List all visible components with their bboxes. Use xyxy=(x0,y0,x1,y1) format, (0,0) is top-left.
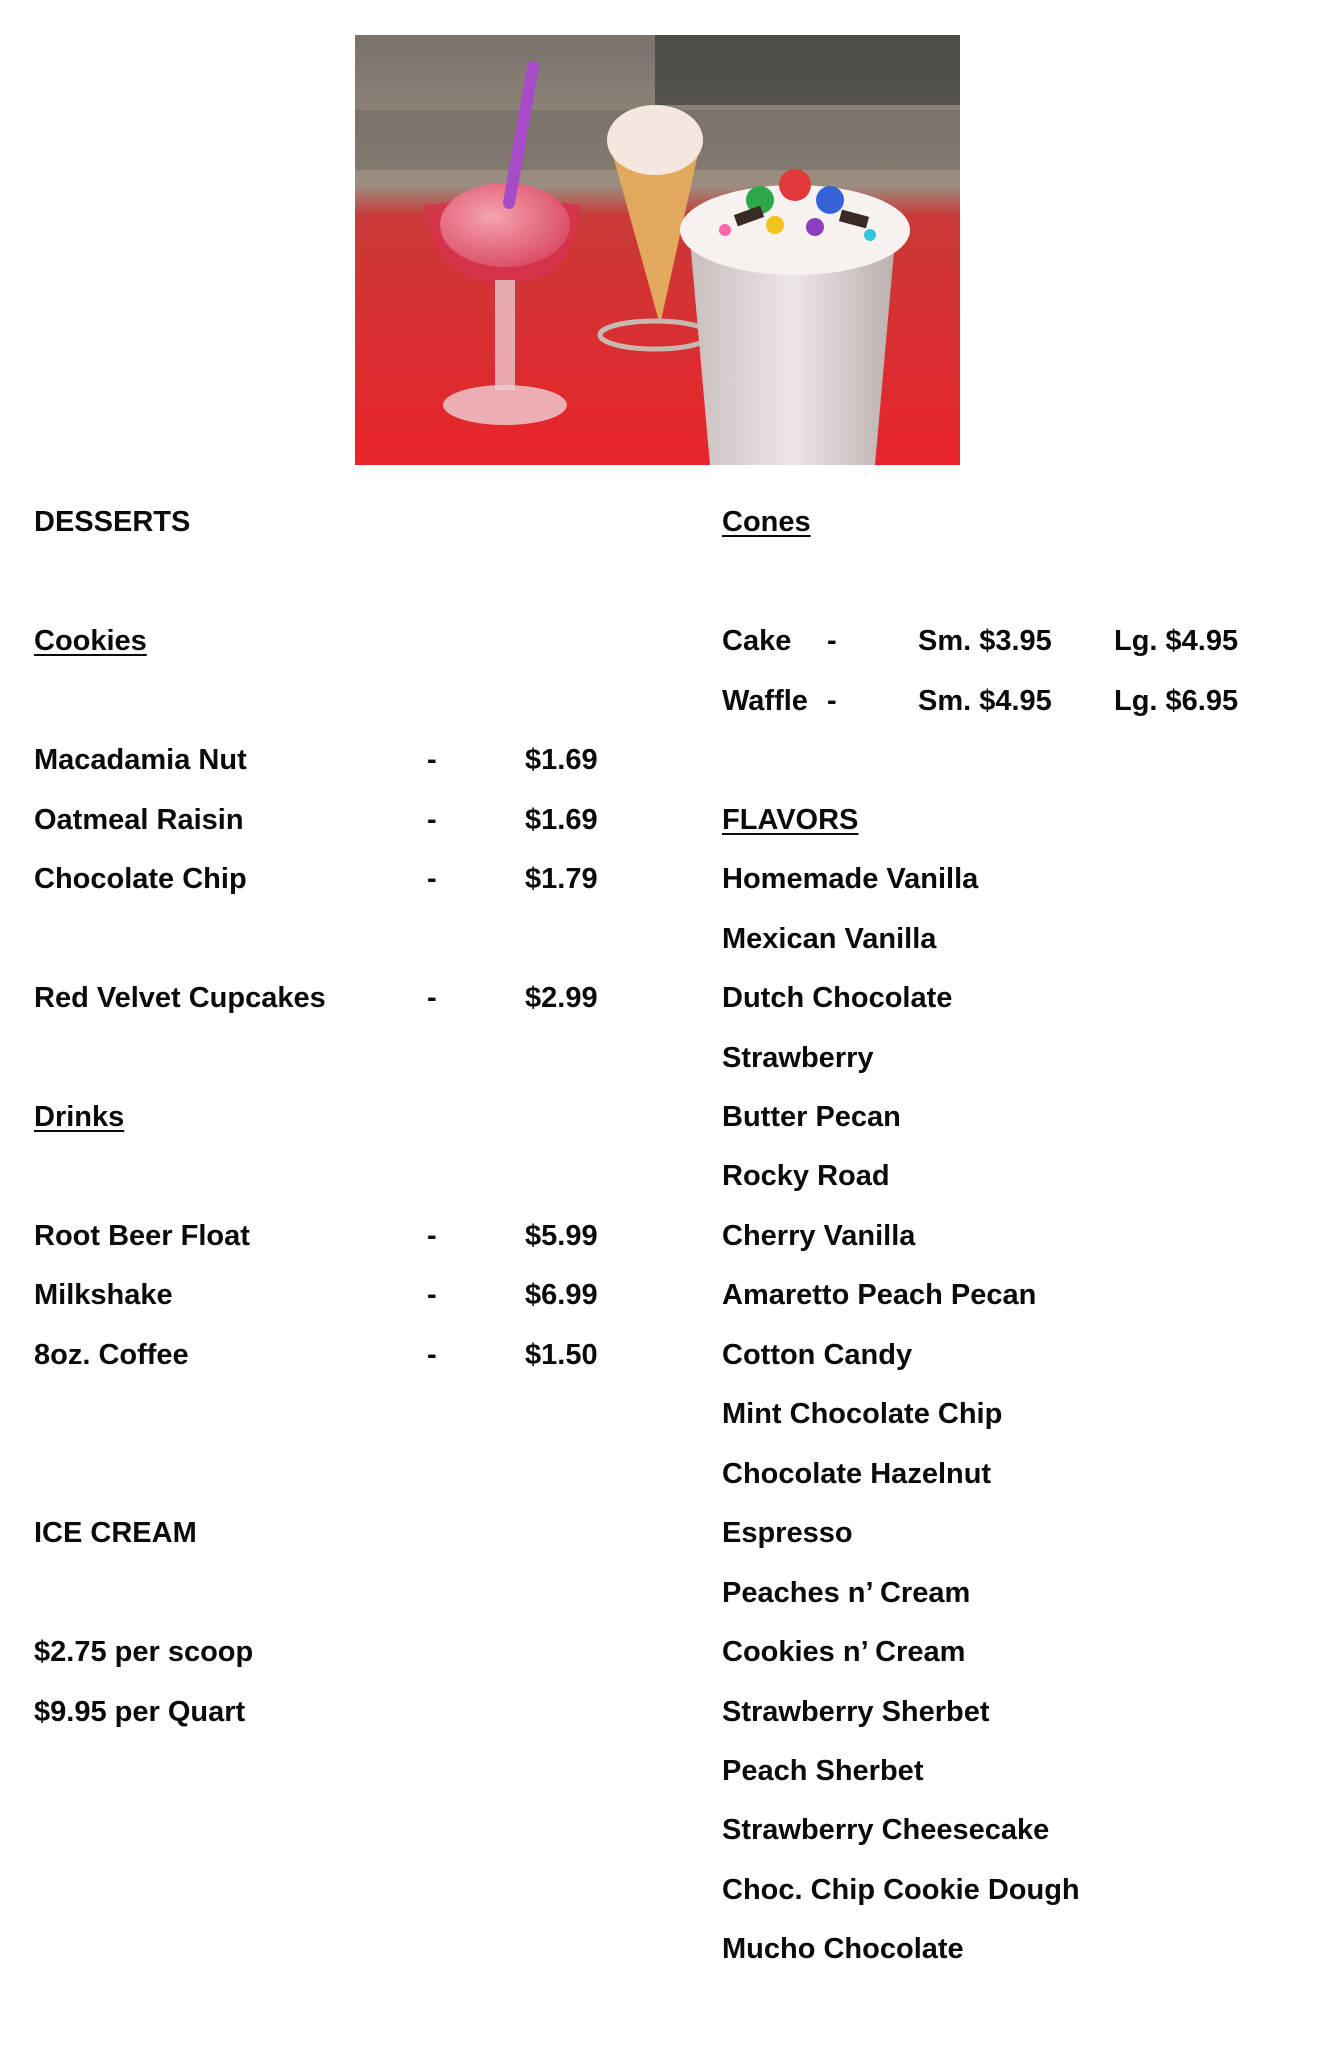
flavor-item: Butter Pecan xyxy=(722,1101,901,1133)
flavor-item: Rocky Road xyxy=(722,1160,890,1192)
cone-dash: - xyxy=(827,625,837,657)
flavor-item: Choc. Chip Cookie Dough xyxy=(722,1874,1080,1906)
cone-small-price: Sm. $4.95 xyxy=(918,685,1052,717)
flavor-item: Strawberry Sherbet xyxy=(722,1696,990,1728)
menu-item-dash: - xyxy=(427,1339,437,1371)
flavor-item: Cookies n’ Cream xyxy=(722,1636,966,1668)
menu-item-name: Chocolate Chip xyxy=(34,863,247,895)
cone-large-price: Lg. $4.95 xyxy=(1114,625,1239,657)
flavor-item: Mint Chocolate Chip xyxy=(722,1398,1003,1430)
flavor-item: Chocolate Hazelnut xyxy=(722,1458,992,1490)
cone-dash: - xyxy=(827,685,837,717)
flavor-item: Cotton Candy xyxy=(722,1339,913,1371)
cupcakes-dash: - xyxy=(427,982,437,1014)
menu-item-price: $5.99 xyxy=(525,1220,598,1252)
icecream-price-quart: $9.95 per Quart xyxy=(34,1696,246,1728)
cupcakes-price: $2.99 xyxy=(525,982,598,1014)
flavor-item: Homemade Vanilla xyxy=(722,863,979,895)
menu-item-name: Root Beer Float xyxy=(34,1220,250,1252)
cone-name: Waffle xyxy=(722,685,808,717)
flavor-item: Peach Sherbet xyxy=(722,1755,924,1787)
menu-item-dash: - xyxy=(427,744,437,776)
dessert-photo xyxy=(355,35,960,465)
menu-item-name: Oatmeal Raisin xyxy=(34,804,244,836)
cone-large-price: Lg. $6.95 xyxy=(1114,685,1239,717)
icecream-heading: ICE CREAM xyxy=(34,1517,197,1549)
cone-name: Cake xyxy=(722,625,792,657)
flavors-heading: FLAVORS xyxy=(722,804,859,836)
cupcakes-name: Red Velvet Cupcakes xyxy=(34,982,326,1014)
menu-item-name: Milkshake xyxy=(34,1279,173,1311)
menu-item-dash: - xyxy=(427,863,437,895)
menu-item-name: Macadamia Nut xyxy=(34,744,247,776)
desserts-title: DESSERTS xyxy=(34,506,191,538)
menu-item-dash: - xyxy=(427,804,437,836)
menu-item-price: $1.69 xyxy=(525,804,598,836)
flavor-item: Mucho Chocolate xyxy=(722,1933,964,1965)
menu-item-price: $6.99 xyxy=(525,1279,598,1311)
flavor-item: Dutch Chocolate xyxy=(722,982,953,1014)
flavor-item: Mexican Vanilla xyxy=(722,923,937,955)
flavor-item: Espresso xyxy=(722,1517,853,1549)
menu-item-dash: - xyxy=(427,1279,437,1311)
cones-heading: Cones xyxy=(722,506,811,538)
flavor-item: Amaretto Peach Pecan xyxy=(722,1279,1037,1311)
menu-item-name: 8oz. Coffee xyxy=(34,1339,189,1371)
menu-item-price: $1.79 xyxy=(525,863,598,895)
flavor-item: Strawberry xyxy=(722,1042,874,1074)
menu-item-price: $1.69 xyxy=(525,744,598,776)
menu-item-dash: - xyxy=(427,1220,437,1252)
flavor-item: Peaches n’ Cream xyxy=(722,1577,971,1609)
cone-small-price: Sm. $3.95 xyxy=(918,625,1052,657)
menu-item-price: $1.50 xyxy=(525,1339,598,1371)
cookies-heading: Cookies xyxy=(34,625,147,657)
icecream-price-scoop: $2.75 per scoop xyxy=(34,1636,254,1668)
flavor-item: Cherry Vanilla xyxy=(722,1220,916,1252)
flavor-item: Strawberry Cheesecake xyxy=(722,1814,1050,1846)
drinks-heading: Drinks xyxy=(34,1101,125,1133)
